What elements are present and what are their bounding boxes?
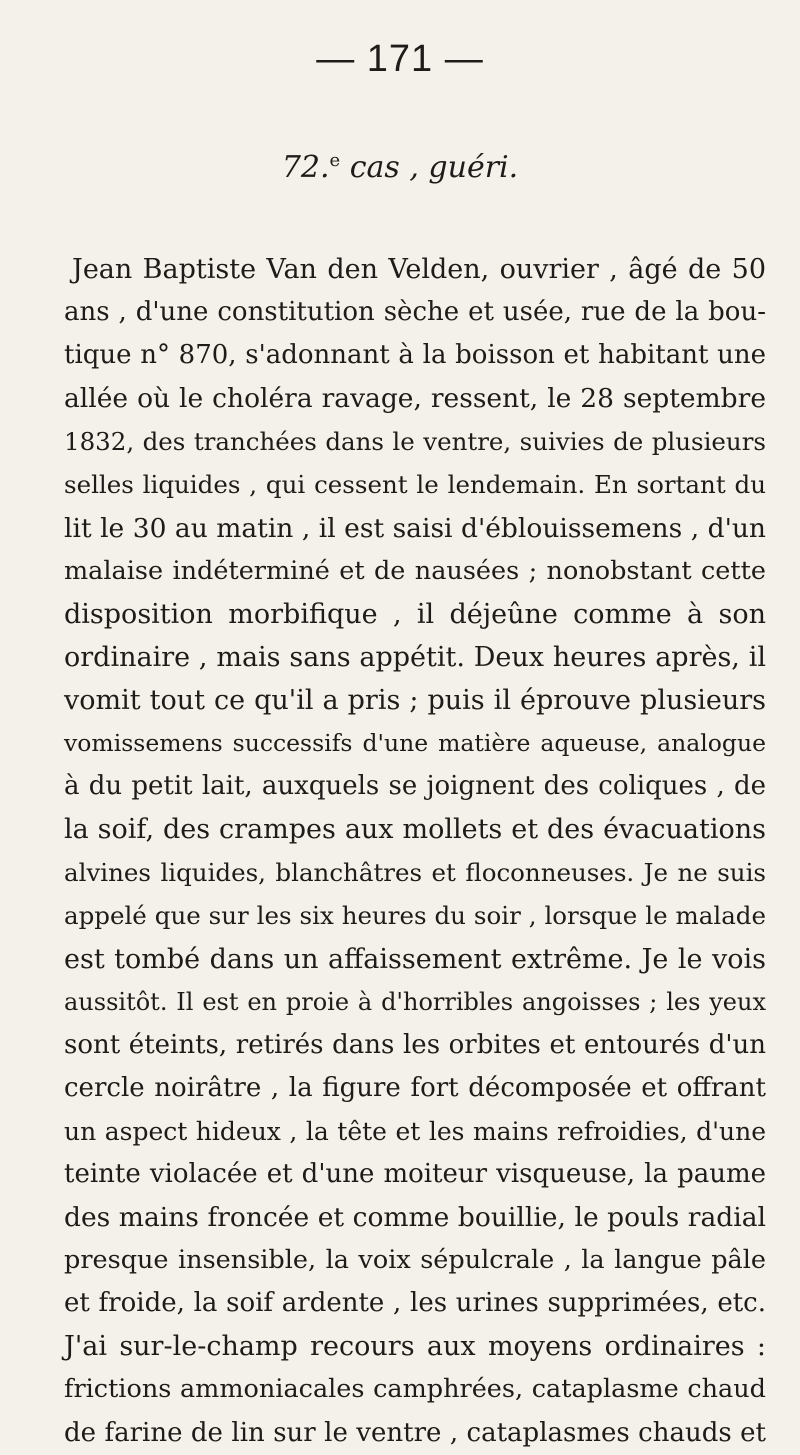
text-line: vomit tout ce qu'il a pris ; puis il éprouve plusieurs xyxy=(64,684,766,716)
case-title: cas , guéri. xyxy=(340,150,519,185)
text-line: frictions ammoniacales camphrées, cataplasme chaud xyxy=(64,1374,766,1405)
body-text xyxy=(64,248,766,1455)
text-line: ordinaire , mais sans appétit. Deux heures après, il xyxy=(64,641,766,673)
page-number: — 171 — xyxy=(316,38,484,80)
text-line: aussitôt. Il est en proie à d'horribles angoisses ; les yeux xyxy=(64,987,766,1016)
text-line: presque insensible, la voix sépulcrale , la langue pâle xyxy=(64,1245,766,1276)
text-line: sont éteints, retirés dans les orbites et entourés d'un xyxy=(64,1029,766,1060)
text-line: ans , d'une constitution sèche et usée, rue de la bou- xyxy=(64,297,766,328)
text-line: cercle noirâtre , la figure fort décomposée et offrant xyxy=(64,1072,766,1103)
case-heading xyxy=(0,150,800,185)
case-number-superscript: e xyxy=(329,150,341,171)
case-number: 72. xyxy=(281,150,330,185)
text-line: tique n° 870, s'adonnant à la boisson et habitant une xyxy=(64,340,766,371)
text-line: la soif, des crampes aux mollets et des évacuations xyxy=(64,814,766,846)
text-line: selles liquides , qui cessent le lendemain. En sortant du xyxy=(64,470,766,500)
text-line: J'ai sur-le-champ recours aux moyens ordinaires : xyxy=(64,1331,766,1363)
text-line: 1832, des tranchées dans le ventre, suivies de plusieurs xyxy=(64,427,766,457)
text-line: malaise indéterminé et de nausées ; nonobstant cette xyxy=(64,555,766,586)
text-line: de farine de lin sur le ventre , cataplasmes chauds et xyxy=(64,1417,766,1448)
text-line: à du petit lait, auxquels se joignent des coliques , de xyxy=(64,771,766,802)
text-line: des mains froncée et comme bouillie, le pouls radial xyxy=(64,1202,766,1234)
text-line: vomissemens successifs d'une matière aqueuse, analogue xyxy=(64,729,766,758)
text-line: est tombé dans un affaissement extrême. Je le vois xyxy=(64,943,766,975)
text-line: disposition morbifique , il déjeûne comme à son xyxy=(64,598,766,630)
text-line: Jean Baptiste Van den Velden, ouvrier , âgé de 50 xyxy=(72,254,766,285)
text-line: et froide, la soif ardente , les urines supprimées, etc. xyxy=(64,1288,766,1319)
text-line: lit le 30 au matin , il est saisi d'éblouissemens , d'un xyxy=(64,512,766,544)
text-line: un aspect hideux , la tête et les mains refroidies, d'une xyxy=(64,1116,766,1146)
text-line: alvines liquides, blanchâtres et floconneuses. Je ne suis xyxy=(64,858,766,888)
text-line: allée où le choléra ravage, ressent, le 28 septembre xyxy=(64,383,766,415)
text-line: appelé que sur les six heures du soir , lorsque le malade xyxy=(64,901,766,931)
text-line: teinte violacée et d'une moiteur visqueuse, la paume xyxy=(64,1158,766,1189)
